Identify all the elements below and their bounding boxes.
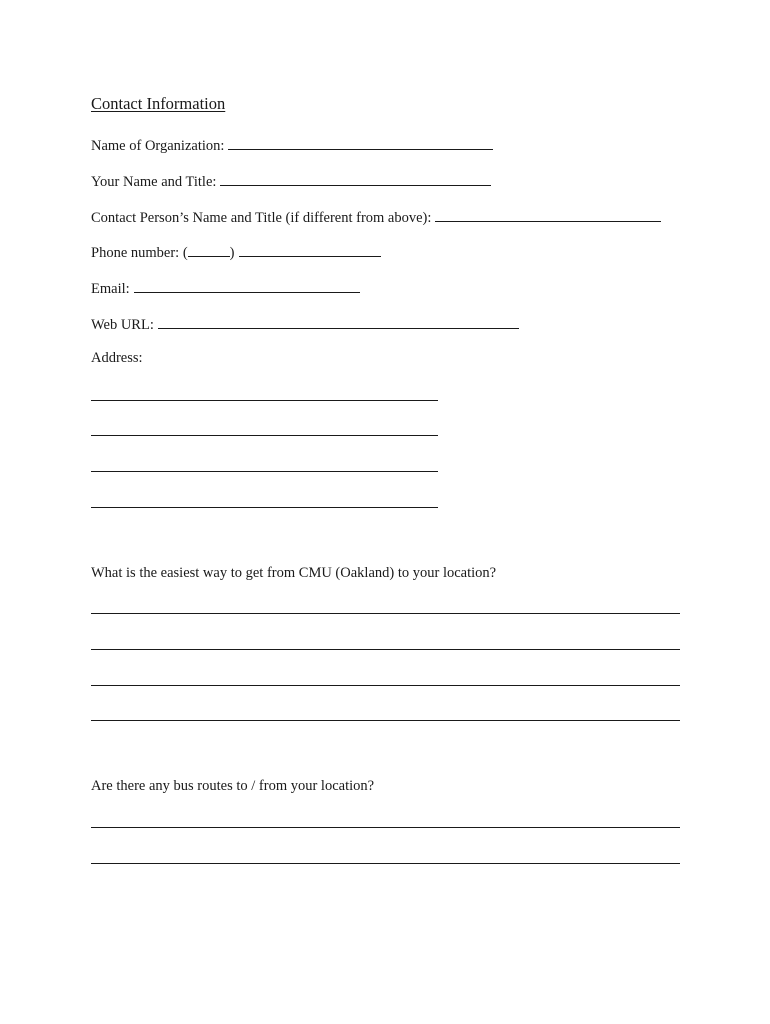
address-line-3[interactable] xyxy=(91,471,438,472)
phone-close-paren: ) xyxy=(229,245,235,261)
web-url-field[interactable] xyxy=(158,314,519,329)
section-heading: Contact Information xyxy=(91,94,226,113)
bus-routes-question: Are there any bus routes to / from your location? xyxy=(91,778,375,794)
organization-row xyxy=(91,135,493,155)
email-row xyxy=(91,278,360,298)
phone-open-paren: ( xyxy=(182,245,188,261)
organization-field[interactable] xyxy=(228,135,493,150)
directions-answer-line-1[interactable] xyxy=(91,613,680,614)
contact-person-row xyxy=(91,207,661,227)
directions-answer-line-2[interactable] xyxy=(91,649,680,650)
email-label: Email: xyxy=(91,281,130,297)
address-line-4[interactable] xyxy=(91,507,438,508)
phone-row xyxy=(91,242,381,262)
bus-routes-answer-line-2[interactable] xyxy=(91,863,680,864)
your-name-row xyxy=(91,171,491,191)
phone-number-field[interactable] xyxy=(239,242,381,257)
contact-person-label: Contact Person’s Name and Title (if different from above): xyxy=(91,210,432,226)
your-name-label: Your Name and Title: xyxy=(91,174,217,190)
web-url-label: Web URL: xyxy=(91,317,154,333)
address-line-2[interactable] xyxy=(91,435,438,436)
web-url-row xyxy=(91,314,519,334)
bus-routes-answer-line-1[interactable] xyxy=(91,827,680,828)
directions-question: What is the easiest way to get from CMU (Oakland) to your location? xyxy=(91,565,497,581)
directions-answer-line-4[interactable] xyxy=(91,720,680,721)
address-label: Address: xyxy=(91,350,143,366)
directions-answer-line-3[interactable] xyxy=(91,685,680,686)
email-field[interactable] xyxy=(134,278,360,293)
phone-area-code-field[interactable] xyxy=(188,242,230,257)
phone-label: Phone number: xyxy=(91,245,180,261)
organization-label: Name of Organization: xyxy=(91,138,225,154)
your-name-field[interactable] xyxy=(220,171,491,186)
address-line-1[interactable] xyxy=(91,400,438,401)
contact-person-field[interactable] xyxy=(435,207,661,222)
